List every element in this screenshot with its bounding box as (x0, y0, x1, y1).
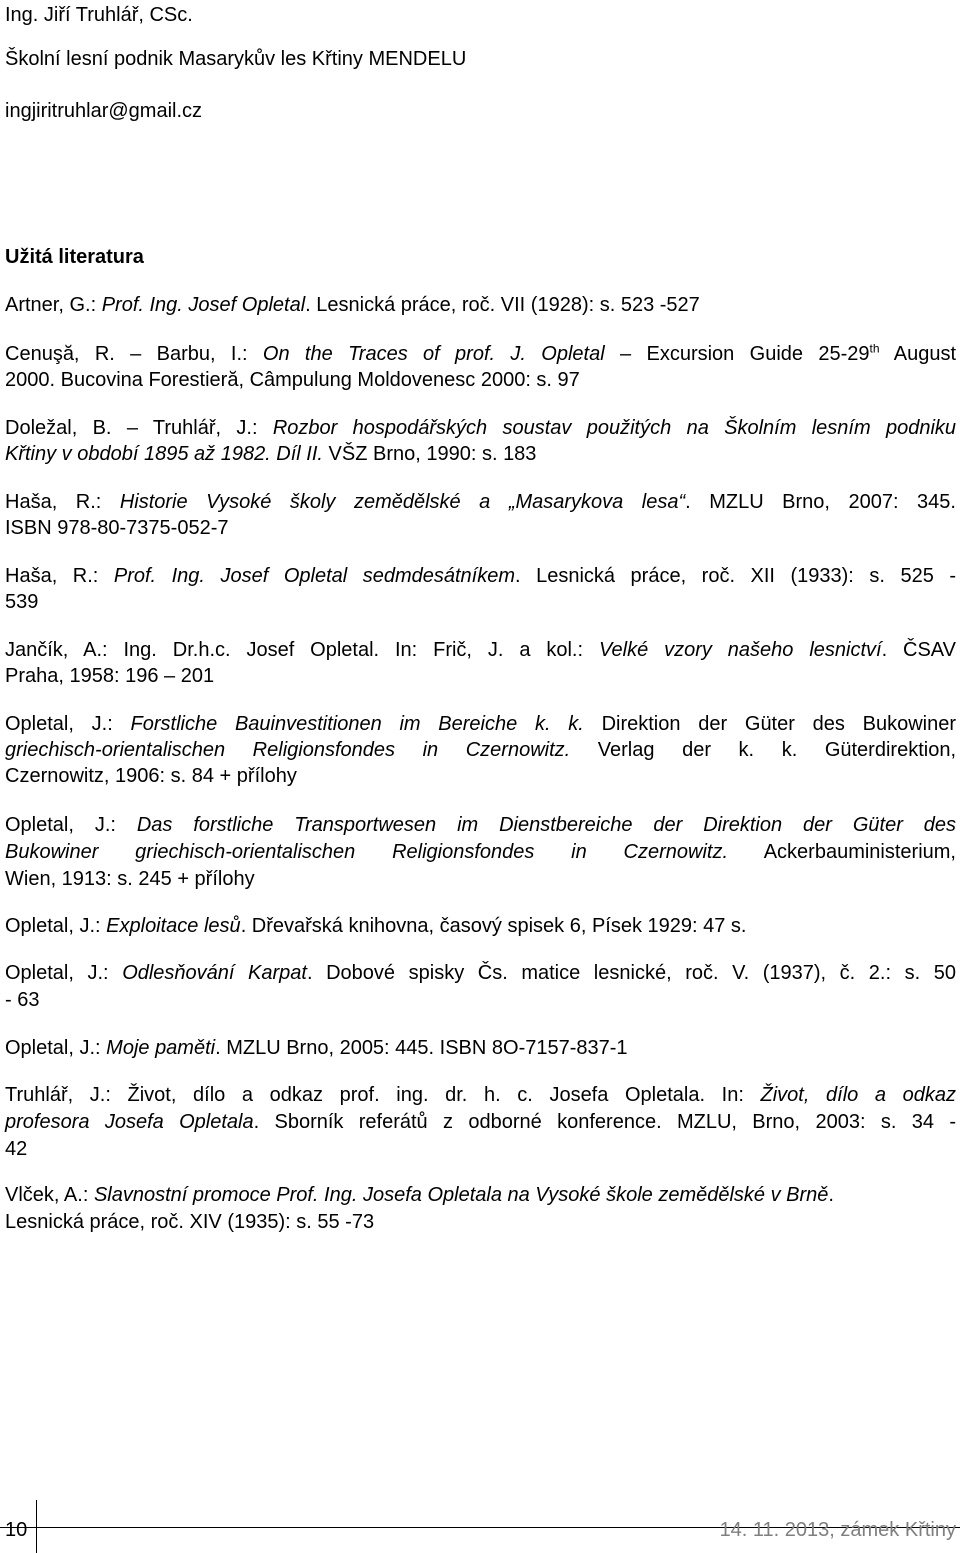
page-number: 10 (5, 1519, 28, 1541)
reference-cenusa-line2: 2000. Bucovina Forestieră, Câmpulung Moldovenesc 2000: s. 97 (5, 369, 580, 391)
reference-cenusa-line1: Cenuşă, R. – Barbu, I.: On the Traces of prof. J. Opletal – Excursion Guide 25-29th August (5, 341, 957, 365)
reference-truhlar-line1: Truhlář, J.: Život, dílo a odkaz prof. ing. dr. h. c. Josefa Opletala. In: Život, dílo a odkaz (5, 1084, 957, 1106)
reference-dolezal-line2: Křtiny v období 1895 až 1982. Díl II. VŠZ Brno, 1990: s. 183 (5, 443, 537, 465)
author-name: Ing. Jiří Truhlář, CSc. (5, 4, 193, 26)
reference-artner: Artner, G.: Prof. Ing. Josef Opletal. Lesnická práce, roč. VII (1928): s. 523 -527 (5, 294, 700, 316)
reference-hasa-historie-line1: Haša, R.: Historie Vysoké školy zemědělské a „Masarykova lesa“. MZLU Brno, 2007: 345. (5, 491, 956, 513)
section-title: Užitá literatura (5, 246, 144, 268)
author-email: ingjiritruhlar@gmail.cz (5, 100, 203, 122)
reference-jancik-line2: Praha, 1958: 196 – 201 (5, 665, 215, 687)
reference-opletal-bauinvest-line2: griechisch-orientalischen Religionsfondes in Czernowitz. Verlag der k. k. Güterdirektion, (5, 739, 956, 761)
reference-truhlar-line3: 42 (5, 1138, 28, 1160)
reference-opletal-transport-line2: Bukowiner griechisch-orientalischen Religionsfondes in Czernowitz. Ackerbauministerium, (5, 841, 956, 863)
reference-dolezal-line1: Doležal, B. – Truhlář, J.: Rozbor hospodářských soustav použitých na Školním lesním podniku (5, 417, 957, 439)
reference-vlcek-line1: Vlček, A.: Slavnostní promoce Prof. Ing. Josefa Opletala na Vysoké škole zemědělské v Brně. (5, 1184, 834, 1206)
reference-jancik-line1: Jančík, A.: Ing. Dr.h.c. Josef Opletal. In: Frič, J. a kol.: Velké vzory našeho lesnictví. ČSAV (5, 639, 956, 661)
reference-truhlar-line2: profesora Josefa Opletala. Sborník referátů z odborné konference. MZLU, Brno, 2003: s. 34 - (5, 1111, 956, 1133)
reference-opletal-odlesnovani-line1: Opletal, J.: Odlesňování Karpat. Dobové spisky Čs. matice lesnické, roč. V. (1937), č. 2.: s. 50 (5, 962, 956, 984)
reference-vlcek-line2: Lesnická práce, roč. XIV (1935): s. 55 -73 (5, 1211, 375, 1233)
footer-date-place: 14. 11. 2013, zámek Křtiny (719, 1519, 956, 1541)
footer-page-divider (36, 1500, 37, 1553)
reference-opletal-exploitace: Opletal, J.: Exploitace lesů. Dřevařská knihovna, časový spisek 6, Písek 1929: 47 s. (5, 915, 747, 937)
reference-hasa-opletal-line2: 539 (5, 591, 39, 613)
reference-opletal-pameti: Opletal, J.: Moje paměti. MZLU Brno, 2005: 445. ISBN 8O-7157-837-1 (5, 1037, 628, 1059)
reference-opletal-bauinvest-line1: Opletal, J.: Forstliche Bauinvestitionen im Bereiche k. k. Direktion der Güter des Bukowiner (5, 713, 957, 735)
reference-hasa-opletal-line1: Haša, R.: Prof. Ing. Josef Opletal sedmdesátníkem. Lesnická práce, roč. XII (1933): s. 525 - (5, 565, 957, 587)
reference-opletal-transport-line3: Wien, 1913: s. 245 + přílohy (5, 868, 255, 890)
author-affiliation: Školní lesní podnik Masarykův les Křtiny MENDELU (5, 48, 467, 70)
reference-opletal-transport-line1: Opletal, J.: Das forstliche Transportwesen im Dienstbereiche der Direktion der Güter des (5, 814, 957, 836)
reference-opletal-bauinvest-line3: Czernowitz, 1906: s. 84 + přílohy (5, 765, 297, 787)
reference-hasa-historie-line2: ISBN 978-80-7375-052-7 (5, 517, 229, 539)
reference-opletal-odlesnovani-line2: - 63 (5, 989, 40, 1011)
